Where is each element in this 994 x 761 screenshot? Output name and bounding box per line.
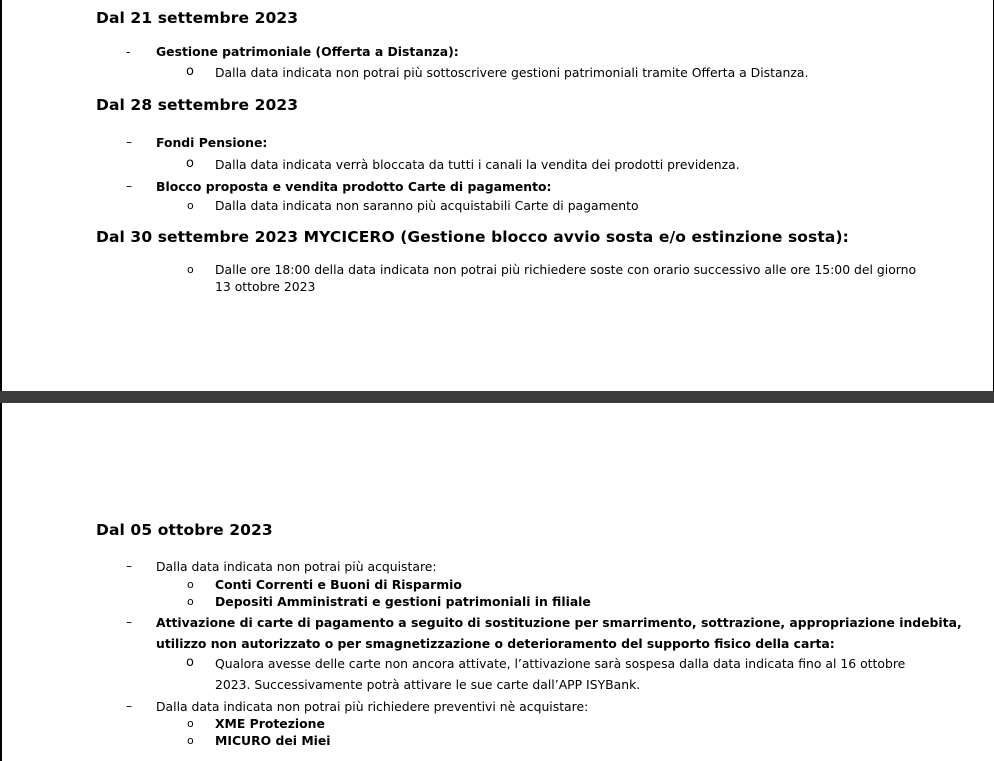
sub-list-item: Dalla data indicata non saranno più acquistabili Carte di pagamento [215,198,639,213]
sub-list-item: XME Protezione [215,716,325,731]
sub-bullet: o [187,734,194,747]
section-heading: Dal 21 settembre 2023 [96,9,299,27]
list-dash: – [126,615,132,629]
list-dash: – [126,179,132,193]
section-heading: Dal 28 settembre 2023 [96,96,299,114]
page-separator [0,391,994,403]
list-item-line: Attivazione di carte di pagamento a seguito di sostituzione per smarrimento, sottrazione, appropriazione indebita, [156,615,962,630]
sub-list-item: Dalla data indicata verrà bloccata da tutti i canali la vendita dei prodotti previdenza. [215,157,740,172]
sub-bullet: o [187,199,194,212]
sub-list-item: Conti Correnti e Buoni di Risparmio [215,577,462,592]
list-item-line: utilizzo non autorizzato o per smagnetizzazione o deterioramento del supporto fisico della carta: [156,636,835,651]
sub-list-item-line: Qualora avesse delle carte non ancora attivate, l’attivazione sarà sospesa dalla data indicata fino al 16 ottobre [215,656,906,671]
list-dash: – [126,559,132,573]
sub-bullet: o [186,156,194,171]
list-item: Dalla data indicata non potrai più richiedere preventivi nè acquistare: [156,699,589,714]
list-item: Fondi Pensione: [156,135,268,150]
section-heading: Dal 05 ottobre 2023 [96,521,273,539]
list-dash: - [126,45,131,59]
sub-list-item-line: Dalle ore 18:00 della data indicata non potrai più richiedere soste con orario successivo alle ore 15:00 del giorno [215,262,917,277]
sub-bullet: o [186,64,194,79]
sub-list-item: Depositi Amministrati e gestioni patrimoniali in filiale [215,594,591,609]
list-item: Blocco proposta e vendita prodotto Carte di pagamento: [156,179,552,194]
list-dash: – [126,699,132,713]
sub-bullet: o [187,263,194,276]
sub-bullet: o [187,717,194,730]
sub-bullet: o [186,655,194,670]
sub-list-item: Dalla data indicata non potrai più sottoscrivere gestioni patrimoniali tramite Offerta a Distanza. [215,65,809,80]
sub-list-item-line: 13 ottobre 2023 [215,279,316,294]
sub-bullet: o [187,595,194,608]
section-heading: Dal 30 settembre 2023 MYCICERO (Gestione blocco avvio sosta e/o estinzione sosta): [96,228,849,246]
sub-bullet: o [187,578,194,591]
sub-list-item: MICURO dei Miei [215,733,331,748]
list-item: Gestione patrimoniale (Offerta a Distanza): [156,44,459,59]
list-item: Dalla data indicata non potrai più acquistare: [156,559,437,574]
list-dash: – [126,135,132,149]
sub-list-item-line: 2023. Successivamente potrà attivare le sue carte dall’APP ISYBank. [215,677,641,692]
